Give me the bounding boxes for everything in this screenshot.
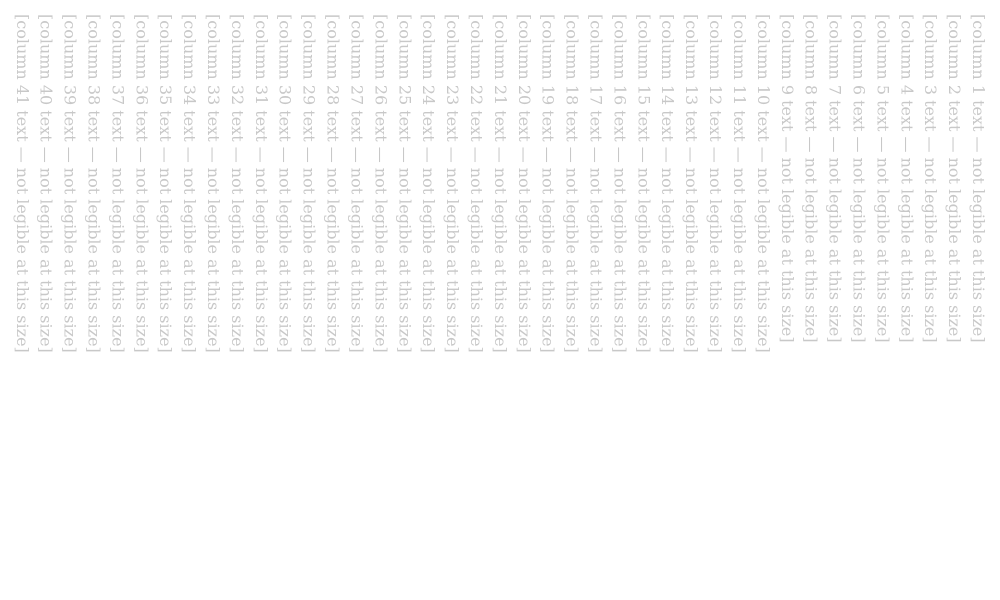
text-column-28: [column 28 text — not legible at this size]	[323, 14, 343, 353]
text-column-16: [column 16 text — not legible at this size]	[610, 14, 630, 353]
text-column-17: [column 17 text — not legible at this size]	[586, 14, 606, 353]
text-column-1: [column 1 text — not legible at this size]	[969, 14, 988, 343]
text-column-35: [column 35 text — not legible at this size]	[156, 14, 176, 353]
text-column-8: [column 8 text — not legible at this size]	[801, 14, 821, 343]
text-column-3: [column 3 text — not legible at this size]	[921, 14, 941, 343]
text-column-12: [column 12 text — not legible at this size]	[706, 14, 726, 353]
text-column-38: [column 38 text — not legible at this size]	[84, 14, 104, 353]
text-column-31: [column 31 text — not legible at this size]	[251, 14, 271, 353]
text-column-40: [column 40 text — not legible at this size]	[36, 14, 56, 353]
text-column-32: [column 32 text — not legible at this size]	[227, 14, 247, 353]
text-column-18: [column 18 text — not legible at this size]	[562, 14, 582, 353]
text-column-24: [column 24 text — not legible at this size]	[419, 14, 439, 353]
text-column-20: [column 20 text — not legible at this size]	[514, 14, 534, 353]
text-column-4: [column 4 text — not legible at this size]	[897, 14, 917, 343]
text-column-22: [column 22 text — not legible at this size]	[466, 14, 486, 353]
text-column-26: [column 26 text — not legible at this size]	[371, 14, 391, 353]
text-column-6: [column 6 text — not legible at this size]	[849, 14, 869, 343]
text-column-39: [column 39 text — not legible at this size]	[60, 14, 80, 353]
text-column-5: [column 5 text — not legible at this size]	[873, 14, 893, 343]
text-column-36: [column 36 text — not legible at this size]	[132, 14, 152, 353]
text-column-37: [column 37 text — not legible at this size]	[108, 14, 128, 353]
text-column-27: [column 27 text — not legible at this size]	[347, 14, 367, 353]
text-column-33: [column 33 text — not legible at this size]	[204, 14, 223, 353]
text-column-11: [column 11 text — not legible at this size]	[729, 14, 749, 353]
text-column-2: [column 2 text — not legible at this size]	[945, 14, 965, 343]
text-column-29: [column 29 text — not legible at this size]	[299, 14, 319, 353]
text-column-19: [column 19 text — not legible at this size]	[538, 14, 558, 353]
text-column-23: [column 23 text — not legible at this size]	[443, 14, 463, 353]
text-column-15: [column 15 text — not legible at this size]	[634, 14, 654, 353]
text-column-25: [column 25 text — not legible at this size]	[395, 14, 415, 353]
text-column-30: [column 30 text — not legible at this size]	[275, 14, 295, 353]
text-column-7: [column 7 text — not legible at this size]	[825, 14, 845, 343]
text-column-34: [column 34 text — not legible at this size]	[180, 14, 200, 353]
text-column-10: [column 10 text — not legible at this size]	[753, 14, 773, 353]
text-column-9: [column 9 text — not legible at this size]	[777, 14, 797, 343]
text-column-41: [column 41 text — not legible at this size]	[12, 14, 32, 353]
text-column-14: [column 14 text — not legible at this size]	[658, 14, 678, 353]
text-column-21: [column 21 text — not legible at this size]	[490, 14, 510, 353]
text-column-13: [column 13 text — not legible at this size]	[682, 14, 702, 353]
